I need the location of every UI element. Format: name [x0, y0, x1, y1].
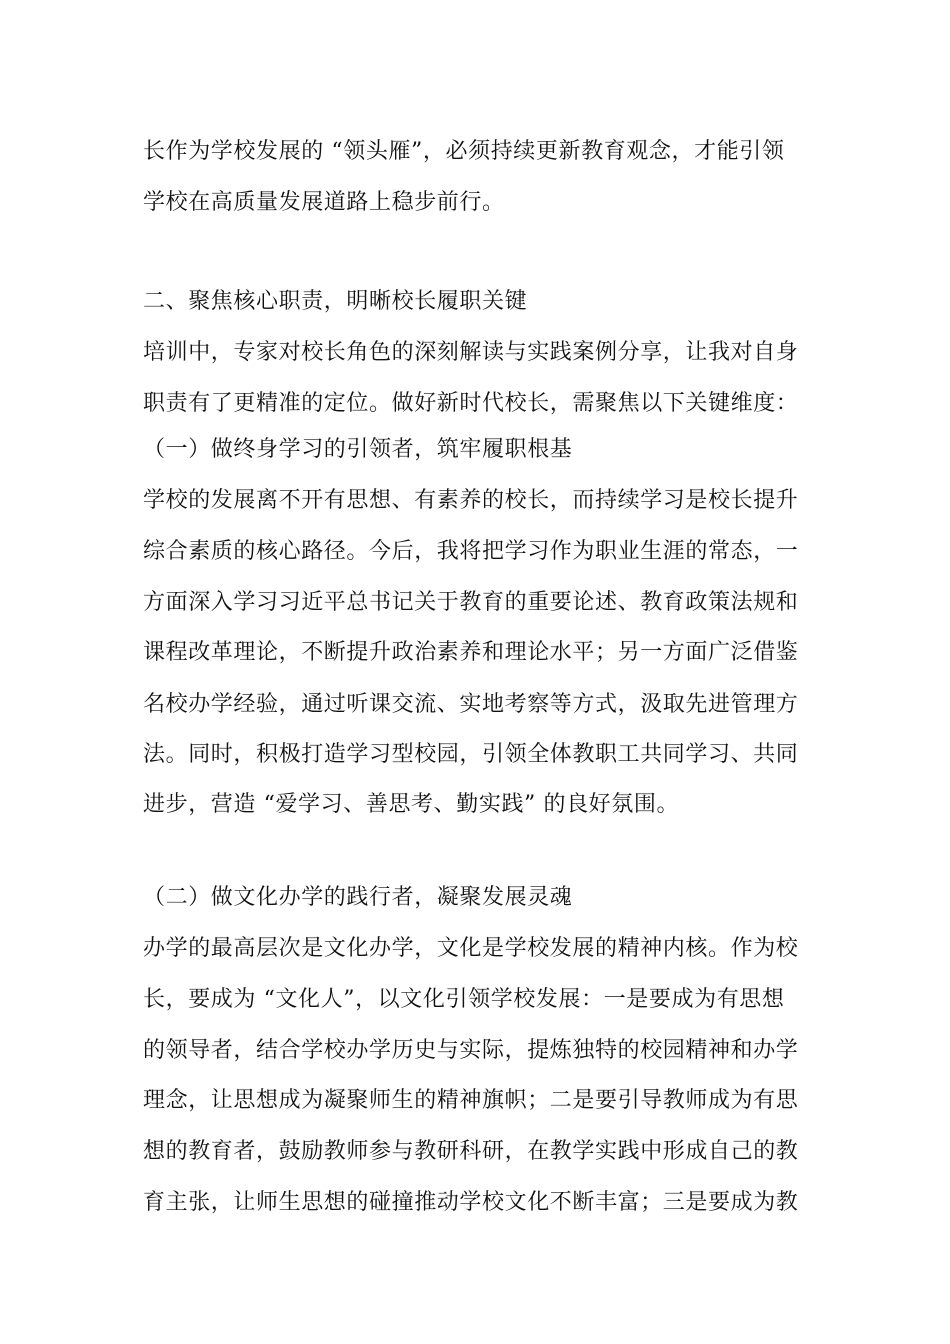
paragraph-line: 的领导者，结合学校办学历史与实际，提炼独特的校园精神和办学: [143, 1038, 799, 1063]
paragraph-line: 育主张，让师生思想的碰撞推动学校文化不断丰富；三是要成为教: [143, 1190, 799, 1215]
paragraph-line: 方面深入学习习近平总书记关于教育的重要论述、教育政策法规和: [143, 590, 799, 615]
paragraph-line: 综合素质的核心路径。今后，我将把学习作为职业生涯的常态，一: [143, 539, 799, 564]
paragraph-line: 学校的发展离不开有思想、有素养的校长，而持续学习是校长提升: [143, 488, 799, 513]
paragraph-line: 课程改革理论，不断提升政治素养和理论水平；另一方面广泛借鉴: [143, 640, 799, 665]
paragraph-line: 办学的最高层次是文化办学，文化是学校发展的精神内核。作为校: [143, 936, 799, 961]
paragraph-line: 长，要成为 “文化人”，以文化引领学校发展：一是要成为有思想: [143, 987, 785, 1012]
paragraph-line: 职责有了更精准的定位。做好新时代校长，需聚焦以下关键维度：: [143, 391, 799, 416]
paragraph-line: 名校办学经验，通过听课交流、实地考察等方式，汲取先进管理方: [143, 692, 799, 717]
paragraph-line: 法。同时，积极打造学习型校园，引领全体教职工共同学习、共同: [143, 742, 799, 767]
subsection-heading: （一）做终身学习的引领者，筑牢履职根基: [143, 437, 573, 462]
paragraph-line: 学校在高质量发展道路上稳步前行。: [143, 190, 505, 215]
paragraph-line: 进步，营造 “爱学习、善思考、勤实践” 的良好氛围。: [143, 792, 680, 817]
section-heading: 二、聚焦核心职责，明晰校长履职关键: [143, 289, 528, 314]
paragraph-line: 想的教育者，鼓励教师参与教研科研，在教学实践中形成自己的教: [143, 1139, 799, 1164]
paragraph-line: 长作为学校发展的 “领头雁”，必须持续更新教育观念，才能引领: [143, 139, 785, 164]
paragraph-line: 培训中，专家对校长角色的深刻解读与实践案例分享，让我对自身: [143, 340, 799, 365]
subsection-heading: （二）做文化办学的践行者，凝聚发展灵魂: [143, 885, 573, 910]
paragraph-line: 理念，让思想成为凝聚师生的精神旗帜；二是要引导教师成为有思: [143, 1088, 799, 1113]
